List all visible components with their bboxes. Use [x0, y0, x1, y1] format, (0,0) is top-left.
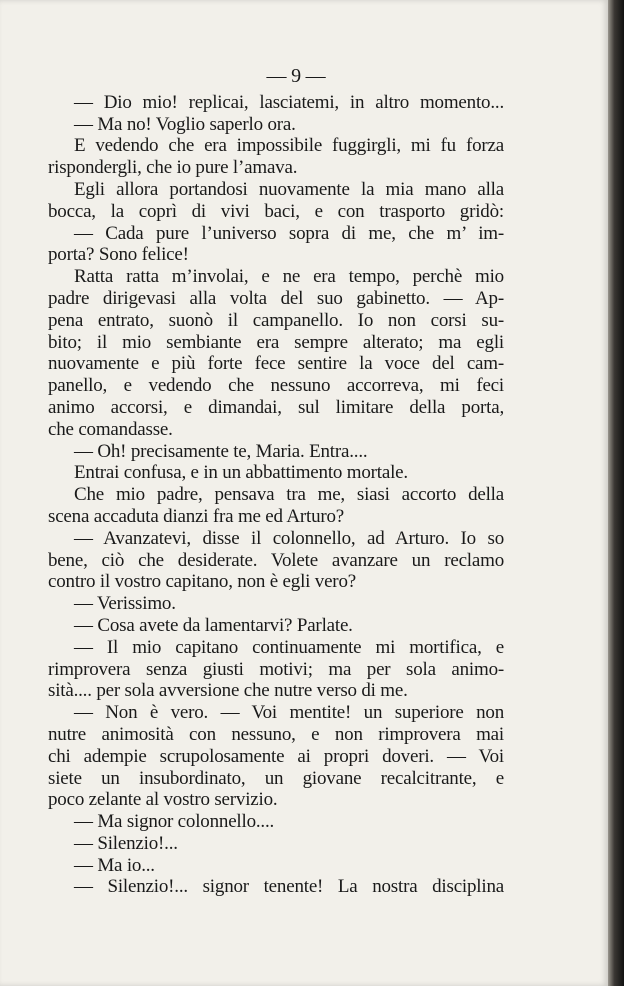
text-line: — Il mio capitano continuamente mi mortifica, e	[74, 636, 504, 658]
text-line: — Ma signor colonnello....	[74, 811, 275, 833]
text-line: — Oh! precisamente te, Maria. Entra....	[74, 440, 368, 462]
text-line: chi adempie scrupolosamente ai propri doveri. — Voi	[48, 745, 504, 767]
text-line: — Avanzatevi, disse il colonnello, ad Arturo. Io so	[74, 527, 504, 549]
page-number: — 9 —	[266, 65, 326, 87]
text-line: panello, e vedendo che nessuno accorreva, mi feci	[48, 375, 504, 397]
text-line: — Silenzio!... signor tenente! La nostra disciplina	[74, 876, 504, 898]
text-line: padre dirigevasi alla volta del suo gabinetto. — Ap-	[48, 287, 504, 309]
text-line: contro il vostro capitano, non è egli vero?	[48, 571, 356, 593]
text-line: Entrai confusa, e in un abbattimento mortale.	[74, 462, 408, 484]
text-line: — Ma io...	[74, 854, 155, 876]
text-line: — Dio mio! replicai, lasciatemi, in altro momento...	[74, 91, 504, 113]
text-line: — Verissimo.	[74, 593, 176, 615]
text-line: — Non è vero. — Voi mentite! un superiore non	[74, 702, 504, 724]
text-line: Egli allora portandosi nuovamente la mia mano alla	[74, 178, 504, 200]
text-lines	[48, 92, 504, 898]
text-line: pena entrato, suonò il campanello. Io non corsi su-	[48, 309, 504, 331]
text-line: rimprovera senza giusti motivi; ma per sola animo-	[48, 658, 504, 680]
text-line: poco zelante al vostro servizio.	[48, 789, 278, 811]
text-line: — Cada pure l’universo sopra di me, che m’ im-	[74, 222, 504, 244]
text-line: — Silenzio!...	[74, 832, 178, 854]
text-line: bocca, la coprì di vivi baci, e con trasporto gridò:	[48, 200, 504, 222]
text-line: porta? Sono felice!	[48, 244, 189, 266]
text-line: che comandasse.	[48, 418, 173, 440]
text-line: nuovamente e più forte fece sentire la voce del cam-	[48, 353, 504, 375]
text-line: siete un insubordinato, un giovane recalcitrante, e	[48, 767, 504, 789]
text-line: sità.... per sola avversione che nutre verso di me.	[48, 680, 408, 702]
text-line: E vedendo che era impossibile fuggirgli, mi fu forza	[74, 135, 504, 157]
text-line: rispondergli, che io pure l’amava.	[48, 157, 298, 179]
text-line: bito; il mio sembiante era sempre alterato; ma egli	[48, 331, 504, 353]
text-line: scena accaduta dianzi fra me ed Arturo?	[48, 505, 345, 527]
text-line: bene, ciò che desiderate. Volete avanzare un reclamo	[48, 549, 504, 571]
text-line: Ratta ratta m’involai, e ne era tempo, perchè mio	[74, 266, 504, 288]
page-text	[48, 66, 504, 898]
text-line: animo accorsi, e dimandai, sul limitare della porta,	[48, 396, 504, 418]
book-spine-edge	[608, 0, 624, 986]
text-line: — Cosa avete da lamentarvi? Parlate.	[74, 614, 353, 636]
text-line: nutre animosità con nessuno, e non rimprovera mai	[48, 723, 504, 745]
text-line: Che mio padre, pensava tra me, siasi accorto della	[74, 484, 504, 506]
text-line: — Ma no! Voglio saperlo ora.	[74, 113, 296, 135]
